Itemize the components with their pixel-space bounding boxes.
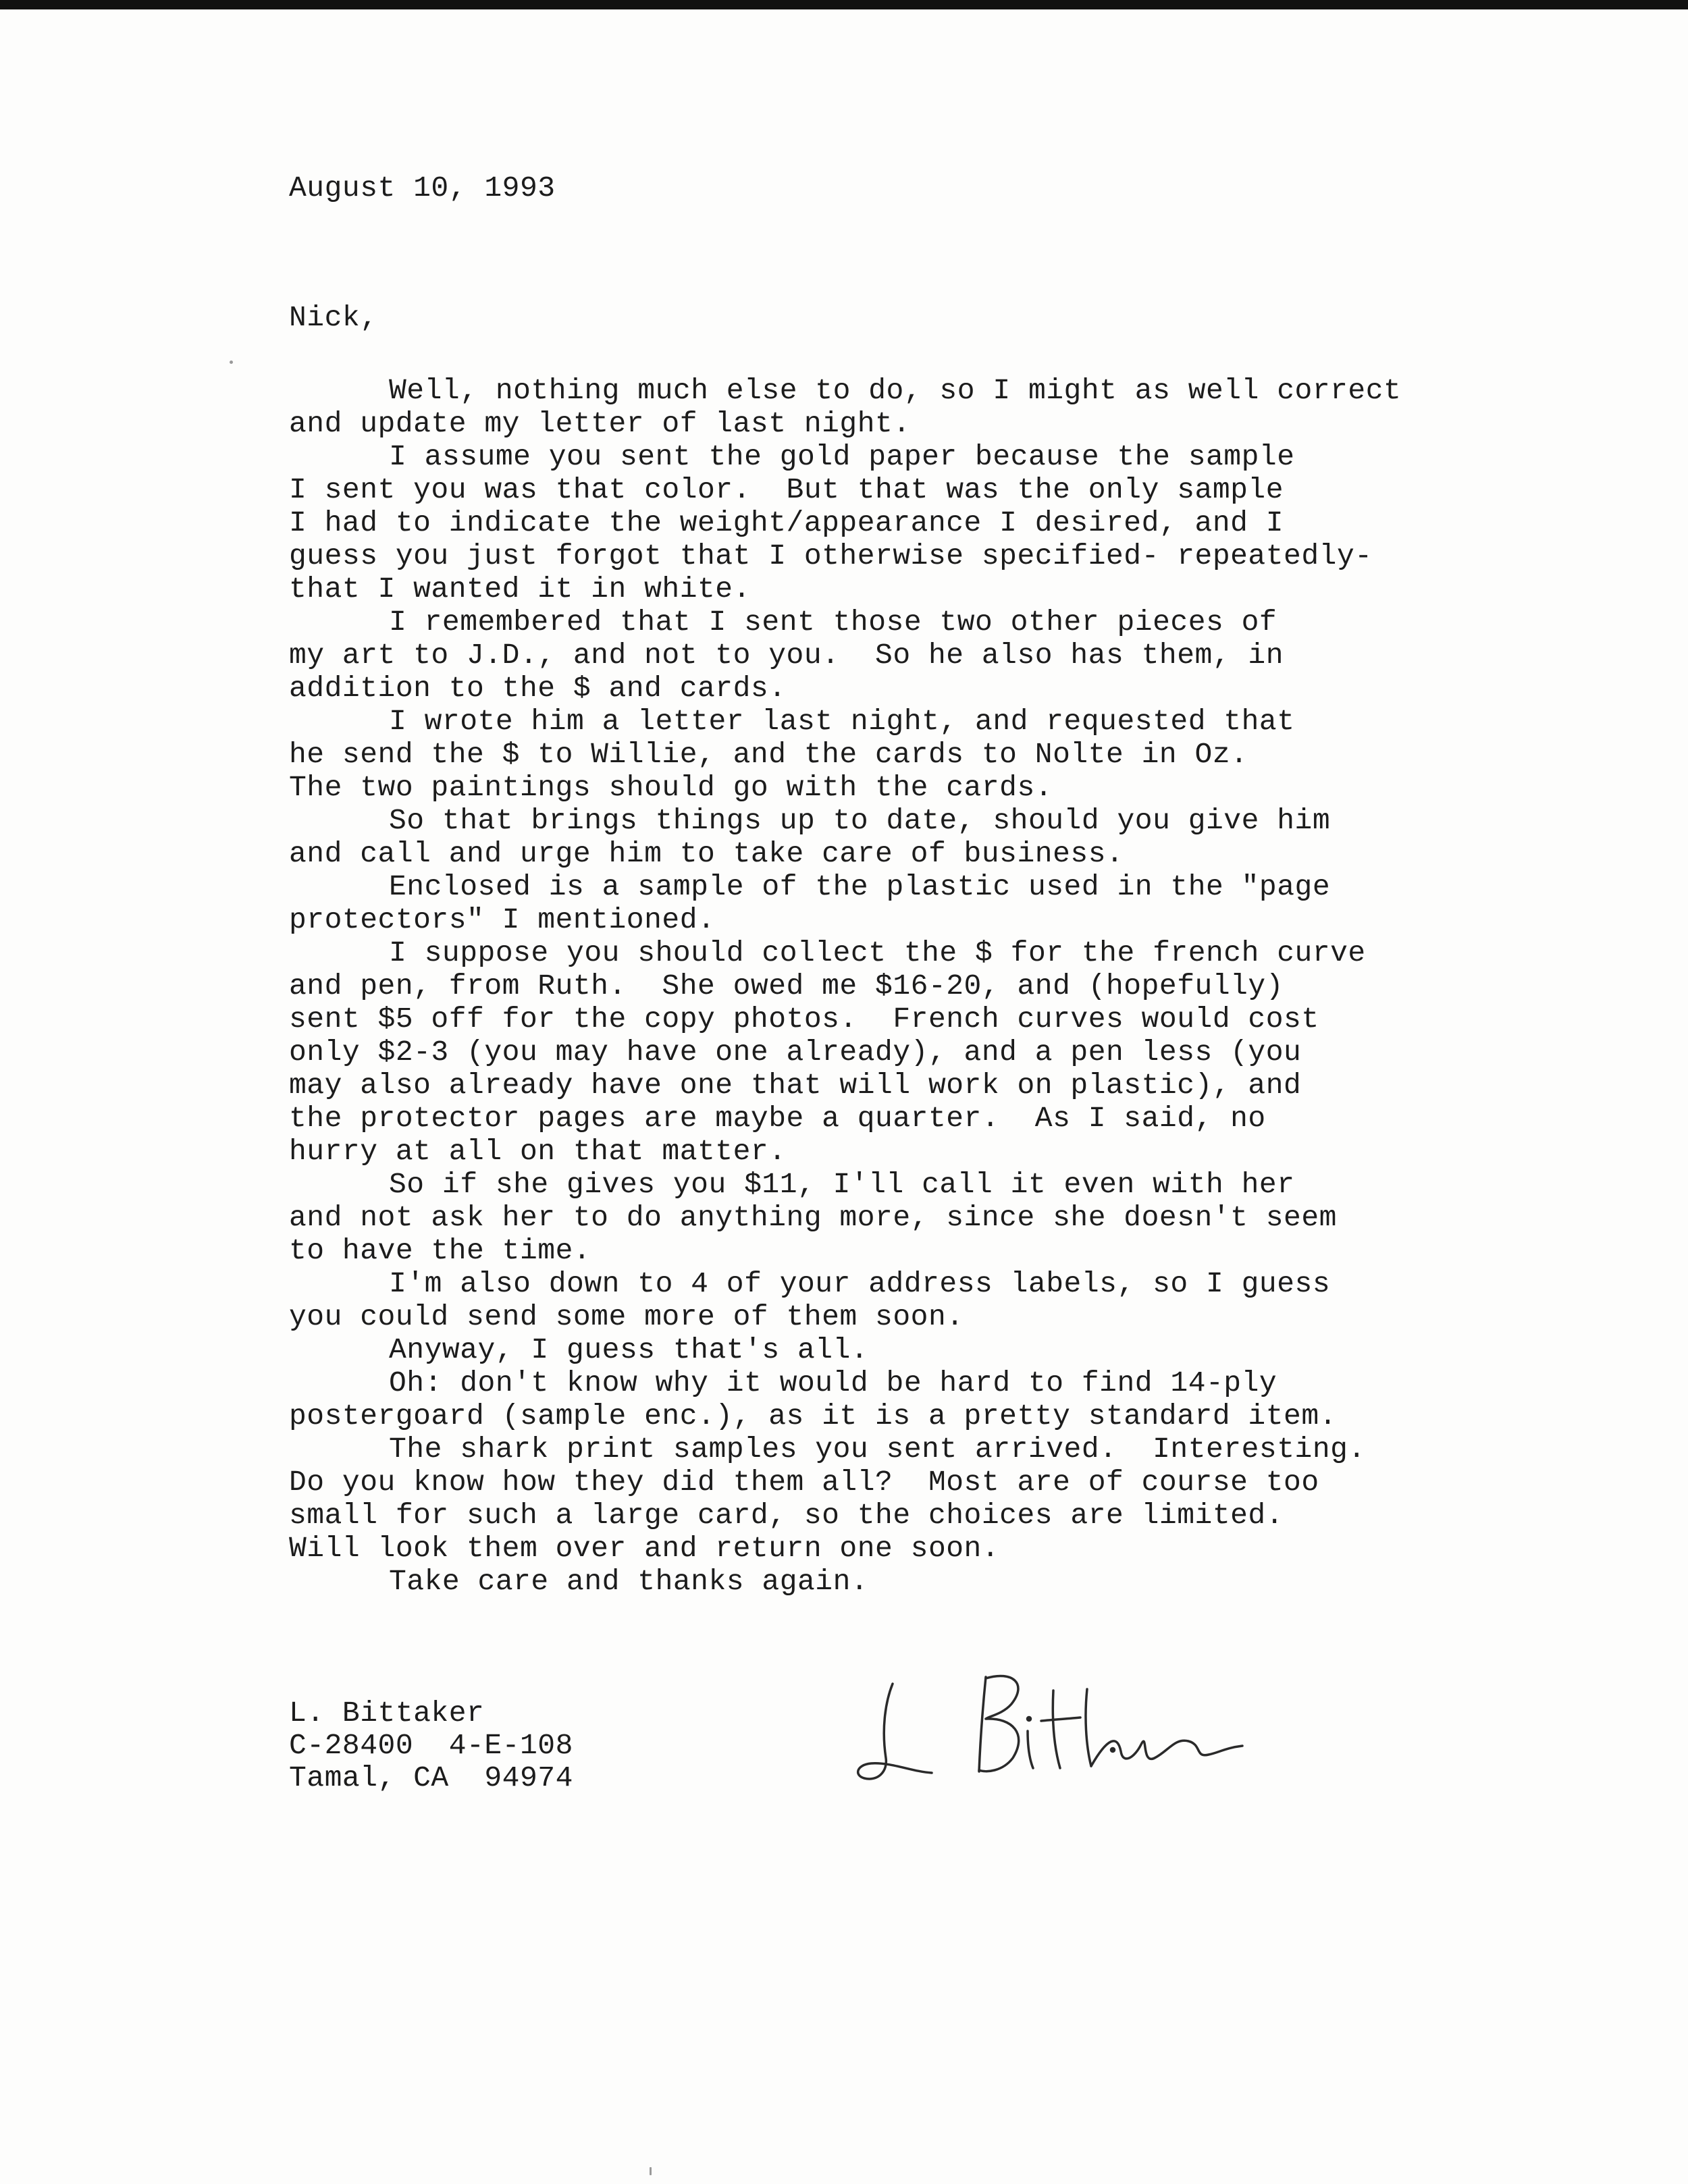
body-line: I wrote him a letter last night, and requested that — [389, 705, 1295, 738]
body-line: my art to J.D., and not to you. So he also has them, in — [289, 639, 1284, 672]
body-line: the protector pages are maybe a quarter. As I said, no — [289, 1102, 1266, 1135]
body-line: So that brings things up to date, should you give him — [389, 804, 1331, 837]
scan-top-edge — [0, 0, 1688, 9]
body-line: and pen, from Ruth. She owed me $16-20, and (hopefully) — [289, 969, 1284, 1003]
body-line: I remembered that I sent those two other pieces of — [389, 606, 1277, 639]
sender-address: Tamal, CA 94974 — [289, 1761, 573, 1794]
body-line: and not ask her to do anything more, since she doesn't seem — [289, 1201, 1337, 1234]
salutation: Nick, — [289, 301, 378, 334]
sender-block — [289, 1697, 573, 1794]
body-line: that I wanted it in white. — [289, 572, 751, 606]
sender-id: C-28400 4-E-108 — [289, 1729, 573, 1762]
body-line: The two paintings should go with the cards. — [289, 771, 1053, 804]
body-line: hurry at all on that matter. — [289, 1135, 787, 1168]
body-line: I sent you was that color. But that was the only sample — [289, 473, 1284, 506]
body-line: I had to indicate the weight/appearance I desired, and I — [289, 506, 1284, 539]
body-line: postergoard (sample enc.), as it is a pretty standard item. — [289, 1400, 1337, 1433]
body-line: Oh: don't know why it would be hard to find 14-ply — [389, 1366, 1277, 1400]
body-line: Do you know how they did them all? Most are of course too — [289, 1466, 1319, 1499]
scan-speck — [650, 2167, 652, 2175]
body-line: Will look them over and return one soon. — [289, 1532, 1000, 1565]
body-line: he send the $ to Willie, and the cards to Nolte in Oz. — [289, 738, 1248, 771]
body-line: to have the time. — [289, 1234, 591, 1267]
body-line: Enclosed is a sample of the plastic used in the "page — [389, 870, 1331, 903]
body-line: So if she gives you $11, I'll call it even with her — [389, 1168, 1295, 1201]
body-line: only $2-3 (you may have one already), and a pen less (you — [289, 1036, 1302, 1069]
handwritten-signature — [851, 1657, 1269, 1805]
body-line: addition to the $ and cards. — [289, 672, 787, 705]
body-line: and update my letter of last night. — [289, 407, 911, 440]
body-line: protectors" I mentioned. — [289, 903, 716, 936]
letter-date: August 10, 1993 — [289, 171, 556, 205]
body-line: small for such a large card, so the choices are limited. — [289, 1499, 1284, 1532]
scan-speck — [230, 361, 233, 364]
body-line: and call and urge him to take care of business. — [289, 837, 1124, 870]
body-line: Take care and thanks again. — [389, 1565, 869, 1598]
body-line: I suppose you should collect the $ for the french curve — [389, 936, 1366, 969]
body-line: The shark print samples you sent arrived. Interesting. — [389, 1433, 1366, 1466]
body-line: guess you just forgot that I otherwise specified- repeatedly- — [289, 539, 1373, 572]
body-line: Anyway, I guess that's all. — [389, 1333, 869, 1366]
body-line: may also already have one that will work on plastic), and — [289, 1069, 1302, 1102]
sender-name: L. Bittaker — [289, 1697, 485, 1730]
body-line: I assume you sent the gold paper because the sample — [389, 440, 1295, 473]
letter-body — [289, 374, 1558, 1598]
body-line: sent $5 off for the copy photos. French curves would cost — [289, 1003, 1319, 1036]
letter-page — [0, 9, 1688, 2184]
body-line: Well, nothing much else to do, so I might as well correct — [389, 374, 1402, 407]
body-line: you could send some more of them soon. — [289, 1300, 964, 1333]
body-line: I'm also down to 4 of your address labels, so I guess — [389, 1267, 1331, 1300]
